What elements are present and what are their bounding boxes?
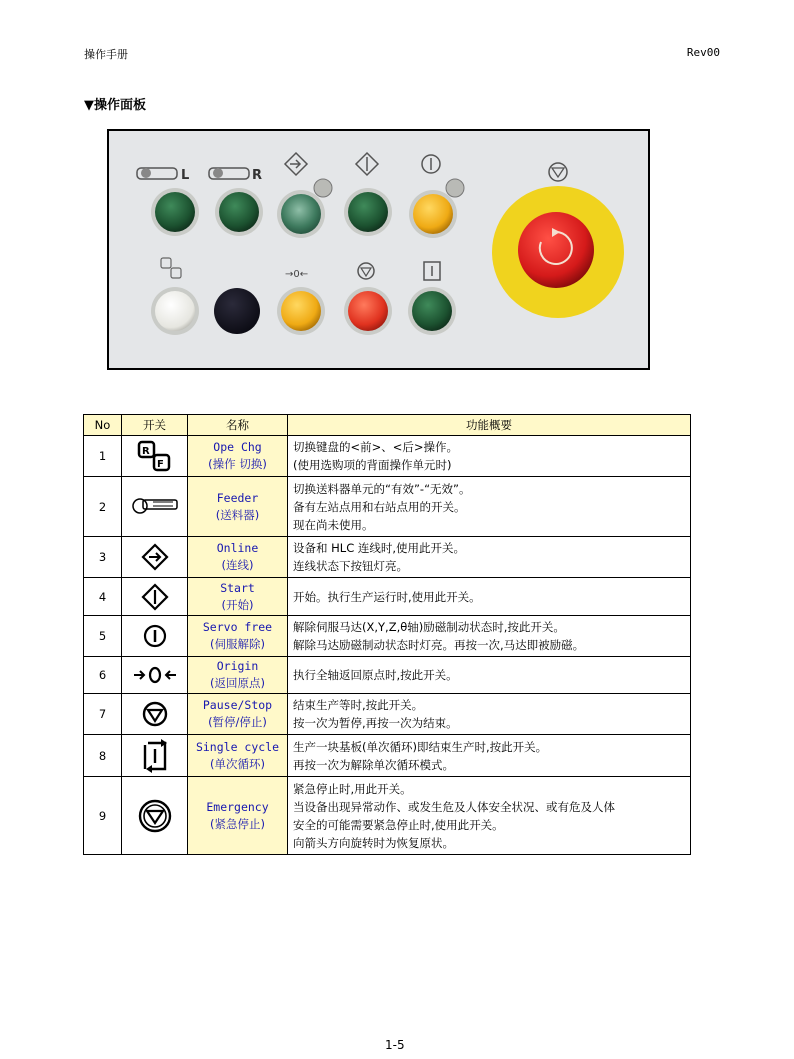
desc-line: 当设备出现异常动作、或发生危及人体安全状况、或有危及人体 <box>293 799 615 814</box>
name-cn: (连线) <box>221 558 254 572</box>
servo-free-button[interactable] <box>413 194 453 234</box>
table-row <box>84 777 691 855</box>
desc-line: 解除马达励磁制动状态时灯亮。再按一次,马达即被励磁。 <box>293 638 585 652</box>
switch-spec-table <box>83 414 691 855</box>
single-cycle-icon <box>139 739 171 773</box>
desc-line: 切换送料器单元的“有效”-“无效”。 <box>293 481 471 496</box>
desc-line: 生产一块基板(单次循环)即结束生产时,按此开关。 <box>293 739 548 754</box>
online-button[interactable] <box>281 194 321 234</box>
name-en: Start <box>220 580 255 595</box>
foot-right-button[interactable] <box>219 192 259 232</box>
row-no: 1 <box>84 436 122 477</box>
table-row <box>84 657 691 694</box>
name-en: Feeder <box>216 490 259 505</box>
operation-panel-photo <box>107 129 650 370</box>
row-no: 6 <box>84 657 122 694</box>
pause-stop-button[interactable] <box>348 291 388 331</box>
svg-text:R: R <box>141 446 150 457</box>
desc-line: 设备和 HLC 连线时,使用此开关。 <box>293 541 466 555</box>
name-en: Origin <box>216 659 259 673</box>
online-key-switch[interactable] <box>314 179 332 197</box>
desc-line: 连线状态下按钮灯亮。 <box>293 559 408 573</box>
origin-panel-icon <box>285 269 308 280</box>
ope-chg-button[interactable] <box>155 291 195 331</box>
page-number: 1-5 <box>385 1038 405 1052</box>
desc-line: (使用选购项的背面操作单元时) <box>293 458 452 472</box>
name-en: Servo free <box>202 620 273 634</box>
desc-line: 紧急停止时,用此开关。 <box>293 781 412 796</box>
table-header-row <box>84 415 691 436</box>
desc-line: 按一次为暂停,再按一次为结束。 <box>293 716 458 730</box>
section-title: ▼操作面板 <box>84 98 146 113</box>
row-no: 3 <box>84 537 122 578</box>
emergency-panel-icon <box>549 163 567 181</box>
emergency-icon <box>137 798 173 834</box>
origin-icon <box>132 665 178 685</box>
name-cn: (紧急停止) <box>210 816 265 831</box>
start-panel-icon <box>356 153 378 175</box>
ope-chg-icon <box>135 440 175 472</box>
row-no: 8 <box>84 735 122 777</box>
origin-button[interactable] <box>281 291 321 331</box>
col-name: 名称 <box>188 415 288 436</box>
name-en: Ope Chg <box>213 440 262 454</box>
desc-line: 解除伺服马达(X,Y,Z,θ轴)励磁制动状态时,按此开关。 <box>293 620 565 634</box>
name-cn: (暂停/停止) <box>208 715 267 729</box>
svg-text:F: F <box>156 459 164 470</box>
table-row <box>84 735 691 777</box>
name-en: Single cycle <box>195 739 280 754</box>
desc-line: 再按一次为解除单次循环模式。 <box>293 757 454 772</box>
pause-stop-icon <box>141 700 169 728</box>
online-panel-icon <box>285 153 307 175</box>
unused-button <box>214 288 260 334</box>
name-en: Pause/Stop <box>202 698 273 712</box>
servo-panel-icon <box>422 155 440 173</box>
table-row <box>84 436 691 477</box>
name-cn: (伺服解除) <box>210 637 265 651</box>
single-cycle-panel-icon <box>424 262 440 280</box>
col-switch: 开关 <box>122 415 188 436</box>
foot-left-button[interactable] <box>155 192 195 232</box>
online-icon <box>141 543 169 571</box>
desc-line: 结束生产等时,按此开关。 <box>293 698 424 712</box>
name-cn: (单次循环) <box>210 756 265 771</box>
row-no: 7 <box>84 694 122 735</box>
table-row <box>84 694 691 735</box>
row-no: 5 <box>84 616 122 657</box>
row-no: 9 <box>84 777 122 855</box>
header-title: 操作手册 <box>84 48 128 61</box>
desc-line: 切换键盘的<前>、<后>操作。 <box>293 440 459 454</box>
pause-panel-icon <box>358 263 374 279</box>
table-row <box>84 578 691 616</box>
name-cn: (送料器) <box>215 507 260 522</box>
foot-switch-right-icon <box>209 168 249 179</box>
desc-line: 执行全轴返回原点时,按此开关。 <box>293 668 458 682</box>
row-no: 2 <box>84 477 122 537</box>
name-cn: (操作 切换) <box>208 457 267 471</box>
header-revision: Rev00 <box>686 46 720 59</box>
foot-switch-left-icon <box>137 168 177 179</box>
row-no: 4 <box>84 578 122 616</box>
feeder-icon <box>129 496 181 518</box>
col-no: No <box>84 415 122 436</box>
name-en: Emergency <box>206 799 269 814</box>
desc-line: 向箭头方向旋转时为恢复原状。 <box>293 835 454 850</box>
desc-line: 开始。执行生产运行时,使用此开关。 <box>293 589 481 604</box>
desc-line: 现在尚未使用。 <box>293 517 374 532</box>
svg-text:→0←: →0← <box>285 269 309 280</box>
name-cn: (开始) <box>221 597 254 612</box>
foot-right-label: R <box>252 168 263 183</box>
emergency-stop-button[interactable] <box>518 212 594 288</box>
table-row <box>84 477 691 537</box>
name-cn: (返回原点) <box>210 676 265 690</box>
col-function: 功能概要 <box>288 415 691 436</box>
name-en: Online <box>216 541 259 555</box>
rear-front-panel-icon <box>161 258 181 278</box>
foot-left-label: L <box>181 168 190 183</box>
desc-line: 备有左站点用和右站点用的开关。 <box>293 499 466 514</box>
single-cycle-button[interactable] <box>412 291 452 331</box>
servo-key-switch[interactable] <box>446 179 464 197</box>
start-icon <box>141 583 169 611</box>
table-row <box>84 616 691 657</box>
table-row <box>84 537 691 578</box>
servo-free-icon <box>142 623 168 649</box>
start-button[interactable] <box>348 192 388 232</box>
desc-line: 安全的可能需要紧急停止时,使用此开关。 <box>293 817 504 832</box>
